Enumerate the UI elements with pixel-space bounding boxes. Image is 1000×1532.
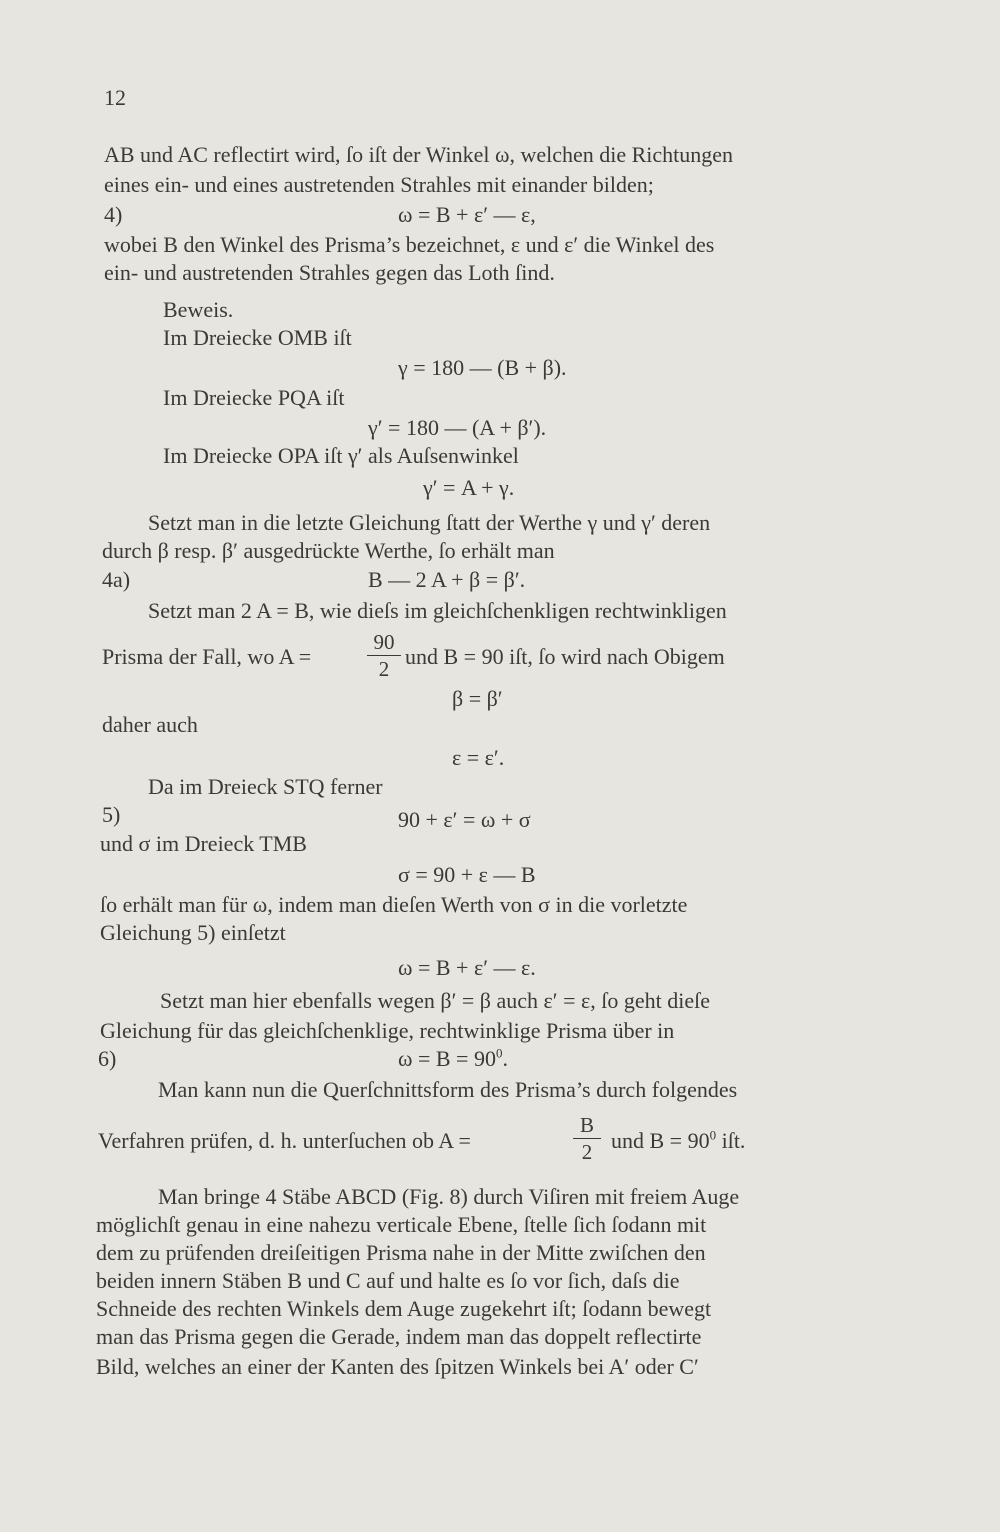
fraction-numerator: B <box>579 1113 594 1137</box>
text-line: und σ im Dreieck TMB <box>100 831 307 856</box>
text-line: Im Dreiecke PQA iſt <box>163 385 345 410</box>
text-line: AB und AC reflectirt wird, ſo iſt der Winkel ω, welchen die Richtungen <box>104 142 734 167</box>
text-line: dem zu prüfenden dreiſeitigen Prisma nahe in der Mitte zwiſchen den <box>96 1240 706 1265</box>
fraction <box>367 631 401 680</box>
text-line: daher auch <box>102 712 198 737</box>
text-line: beiden innern Stäben B und C auf und halte es ſo vor ſich, daſs die <box>96 1268 680 1293</box>
equation: ε = ε′. <box>452 745 505 770</box>
fraction-denominator: 2 <box>581 1140 593 1164</box>
equation-label: 6) <box>98 1046 117 1071</box>
equation: σ = 90 + ε — B <box>398 862 536 887</box>
text-line: Gleichung für das gleichſchenklige, rechtwinklige Prisma über in <box>100 1018 675 1043</box>
fraction <box>573 1114 601 1163</box>
text-line: und $B = 90^0$ iſt. <box>611 1127 746 1153</box>
equation: γ′ = A + γ. <box>423 475 515 500</box>
text-line: Gleichung 5) einſetzt <box>100 920 286 945</box>
text-line: Schneide des rechten Winkels dem Auge zugekehrt iſt; ſodann bewegt <box>96 1296 712 1321</box>
equation: $\omega = B = 90^0$. <box>398 1045 508 1071</box>
equation: γ = 180 — (B + β). <box>398 355 567 380</box>
text-line: Setzt man hier ebenfalls wegen β′ = β auch ε′ = ε, ſo geht dieſe <box>160 988 710 1013</box>
equation: 90 + ε′ = ω + σ <box>398 807 531 832</box>
text-line: Setzt man 2 A = B, wie dieſs im gleichſchenkligen rechtwinkligen <box>148 598 727 623</box>
text-line: Da im Dreieck STQ ferner <box>148 774 383 799</box>
equation: ω = B + ε′ — ε. <box>398 955 536 980</box>
equation: B — 2 A + β = β′. <box>368 567 526 592</box>
text-line: eines ein- und eines austretenden Strahles mit einander bilden; <box>104 172 654 197</box>
fraction-bar <box>573 1138 601 1139</box>
text-line: Man bringe 4 Stäbe ABCD (Fig. 8) durch Viſiren mit freiem Auge <box>158 1184 740 1209</box>
text-line: durch β resp. β′ ausgedrückte Werthe, ſo erhält man <box>102 538 555 563</box>
text-line: möglichſt genau in eine nahezu verticale Ebene, ſtelle ſich ſodann mit <box>96 1212 707 1237</box>
text-line: ein- und austretenden Strahles gegen das Loth ſind. <box>104 260 555 285</box>
text-line: wobei B den Winkel des Prisma’s bezeichnet, ε und ε′ die Winkel des <box>104 232 715 257</box>
text-line: Im Dreiecke OMB iſt <box>163 325 352 350</box>
text-line: Man kann nun die Querſchnittsform des Prisma’s durch folgendes <box>158 1077 738 1102</box>
text-line: Bild, welches an einer der Kanten des ſpitzen Winkels bei A′ oder C′ <box>96 1354 699 1379</box>
text-line: Setzt man in die letzte Gleichung ſtatt der Werthe γ und γ′ deren <box>148 510 711 535</box>
fraction-bar <box>367 655 401 656</box>
equation: ω = B + ε′ — ε, <box>398 202 536 227</box>
text-line: ſo erhält man für ω, indem man dieſen Werth von σ in die vorletzte <box>100 892 688 917</box>
fraction-denominator: 2 <box>378 657 390 681</box>
text-line: Im Dreiecke OPA iſt γ′ als Auſsenwinkel <box>163 443 519 468</box>
proof-heading: Beweis. <box>163 297 234 322</box>
fraction-numerator: 90 <box>373 630 395 654</box>
text-line: und B = 90 iſt, ſo wird nach Obigem <box>405 644 725 669</box>
equation: β = β′ <box>452 686 503 711</box>
equation: γ′ = 180 — (A + β′). <box>368 415 547 440</box>
text-line: Verfahren prüfen, d. h. unterſuchen ob A = <box>98 1128 471 1153</box>
text-line: man das Prisma gegen die Gerade, indem man das doppelt reflectirte <box>96 1324 702 1349</box>
text-line: Prisma der Fall, wo A = <box>102 644 312 669</box>
equation-label: 4) <box>104 202 123 227</box>
equation-label: 5) <box>102 802 121 827</box>
equation-label: 4a) <box>102 567 131 592</box>
page-number: 12 <box>104 85 126 110</box>
